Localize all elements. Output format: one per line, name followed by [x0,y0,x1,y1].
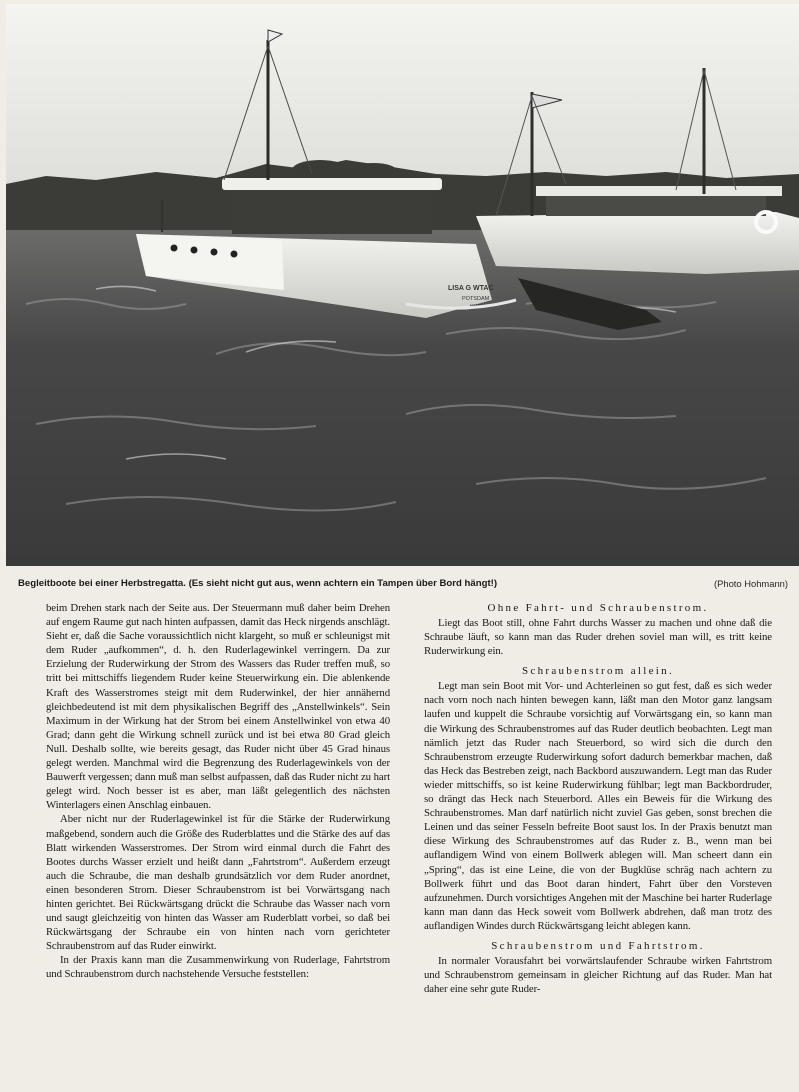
section-heading: Schraubenstrom allein. [521,665,675,678]
paragraph: beim Drehen stark nach der Seite aus. Der Steuermann muß daher beim Drehen auf engem Raume gut nach hinten aufpassen, damit das Heck nirgends anschlägt. Sieht er, daß die Sache voraussichtlich nicht klargeht, so muß er schleunigst mit dem Ruder „aufkommen“, d. h. den Ruderlagewinkel verringern. Da zur Erzielung der Ruderwirkung der Strom des Wassers das Ruder treffen muß, so tritt bei mittschiffs liegendem Ruder keine Steuerwirkung ein. Die ablenkende Kraft des Wasserstromes steigt mit dem Ruderwinkel, der hier annähernd gleichbedeutend ist mit dem physikalischen Begriff des „Anstellwinkels“. Sein Maximum in der Wirkung hat der Strom bei einem Anstellwinkel von etwa 40 Grad; dann geht die Wirkung schnell zurück und ist bei etwa 80 Grad gleich Null. Deshalb sollte, wie bereits gesagt, das Ruder nicht über 45 Grad hinaus gelegt werden. Manchmal wird die Begrenzung des Ruderlagewinkels von der Bauwerft vergessen; dann muß man selbst aufpassen, daß das Ruder nicht zu hart gelegt wird. Noch besser ist es aber, man läßt gelegentlich des nächsten Winterlagers einen Anschlag einbauen. [46,602,390,812]
paragraph: In normaler Vorausfahrt bei vorwärtslaufender Schraube wirken Fahrtstrom und Schraubenstrom gemeinsam in gleicher Richtung auf das Ruder. Man hat daher eine sehr gute Ruder- [424,954,772,996]
photo-caption [18,575,790,593]
right-column [424,601,772,996]
paragraph: Legt man sein Boot mit Vor- und Achterleinen so gut fest, daß es sich weder nach vorn noch nach hinten bewegen kann, läßt man den Motor ganz langsam laufen und kuppelt die Schraube vorsichtig auf Vorwärtsgang ein, so kann man die Wirkung des Schraubenstromes auf das Ruder deutlich beobachten. Legt man nämlich jetzt das Ruder nach Steuerbord, so wird sich die durch den Schraubenstrom erzeugte Ruderwirkung sofort dadurch bemerkbar machen, daß das Heck das Bestreben zeigt, nach Backbord auszuwandern. Legt man das Ruder wieder mittschiffs, so ist keine Ruderwirkung fühlbar; legt man Backbordruder, so drängt das Heck nach Steuerbord. Alles ein Beweis für die Wirkung des Schraubenstromes. Man darf natürlich nicht zuviel Gas geben, sonst brechen die Leinen und das seiner Fesseln befreite Boot saust los. In der Praxis benutzt man diese Wirkung des Schraubenstromes auf das Ruder z. B., wenn man bei auflandigem Wind von einem Bollwerk ablegen will. Man scheert dann ein „Spring“, das ist eine Leine, die von der Bugklüse schräg nach achtern zu Bollwerk führt und das Boot daran hindert, Fahrt über den Vorsteven aufzunehmen. Durch vorsichtiges Angehen mit der Maschine bei harter Ruderlage kann man dann das Heck soweit vom Bollwerk abdrehen, daß man trotz des auflandigen Windes durch Rückwärtsgang leicht ablegen kann. [424,680,772,932]
section-heading: Ohne Fahrt- und Schraubenstrom. [487,602,709,614]
caption-text: Begleitboote bei einer Herbstregatta. (Es sieht nicht gut aus, wenn achtern ein Tampen über Bord hängt!) [18,578,498,589]
regatta-photo [6,4,799,566]
svg-text:KYC: KYC [470,304,482,310]
left-column [46,601,390,982]
svg-text:POTSDAM: POTSDAM [462,296,490,302]
paragraph: Aber nicht nur der Ruderlagewinkel ist für die Stärke der Ruderwirkung maßgebend, sondern auch die Größe des Ruderblattes und die Stärke des auf das Blatt wirkenden Wasserstromes. Der Strom wird einmal durch die Fahrt des Bootes durchs Wasser erzielt und heißt dann „Fahrtstrom“. Außerdem erzeugt auch die Schraube, die man deshalb grundsätzlich vor dem Ruder anordnet, einen besonderen Strom. Dieser Schraubenstrom ist bei Vorwärtsgang nach hinten gerichtet. Bei Rückwärtsgang drückt die Schraube das Wasser nach vorn und saugt gleichzeitig von hinten das Wasser am Ruderblatt vorbei, so daß bei Rückwärtsgang der Schraube ein von hinten nach vorn gerichteter Schraubenstrom auf das Ruder einwirkt. [46,813,390,953]
paragraph: Liegt das Boot still, ohne Fahrt durchs Wasser zu machen und ohne daß die Schraube läuft, so kann man das Ruder drehen soviel man will, es tritt keine Ruderwirkung ein. [424,617,772,658]
photo-credit: (Photo Hohmann) [714,578,788,589]
section-heading: Schraubenstrom und Fahrtstrom. [491,939,705,952]
svg-text:LISA G WTAC: LISA G WTAC [448,285,494,292]
paragraph: In der Praxis kann man die Zusammenwirkung von Ruderlage, Fahrtstrom und Schraubenstrom durch nachstehende Versuche feststellen: [46,954,390,981]
